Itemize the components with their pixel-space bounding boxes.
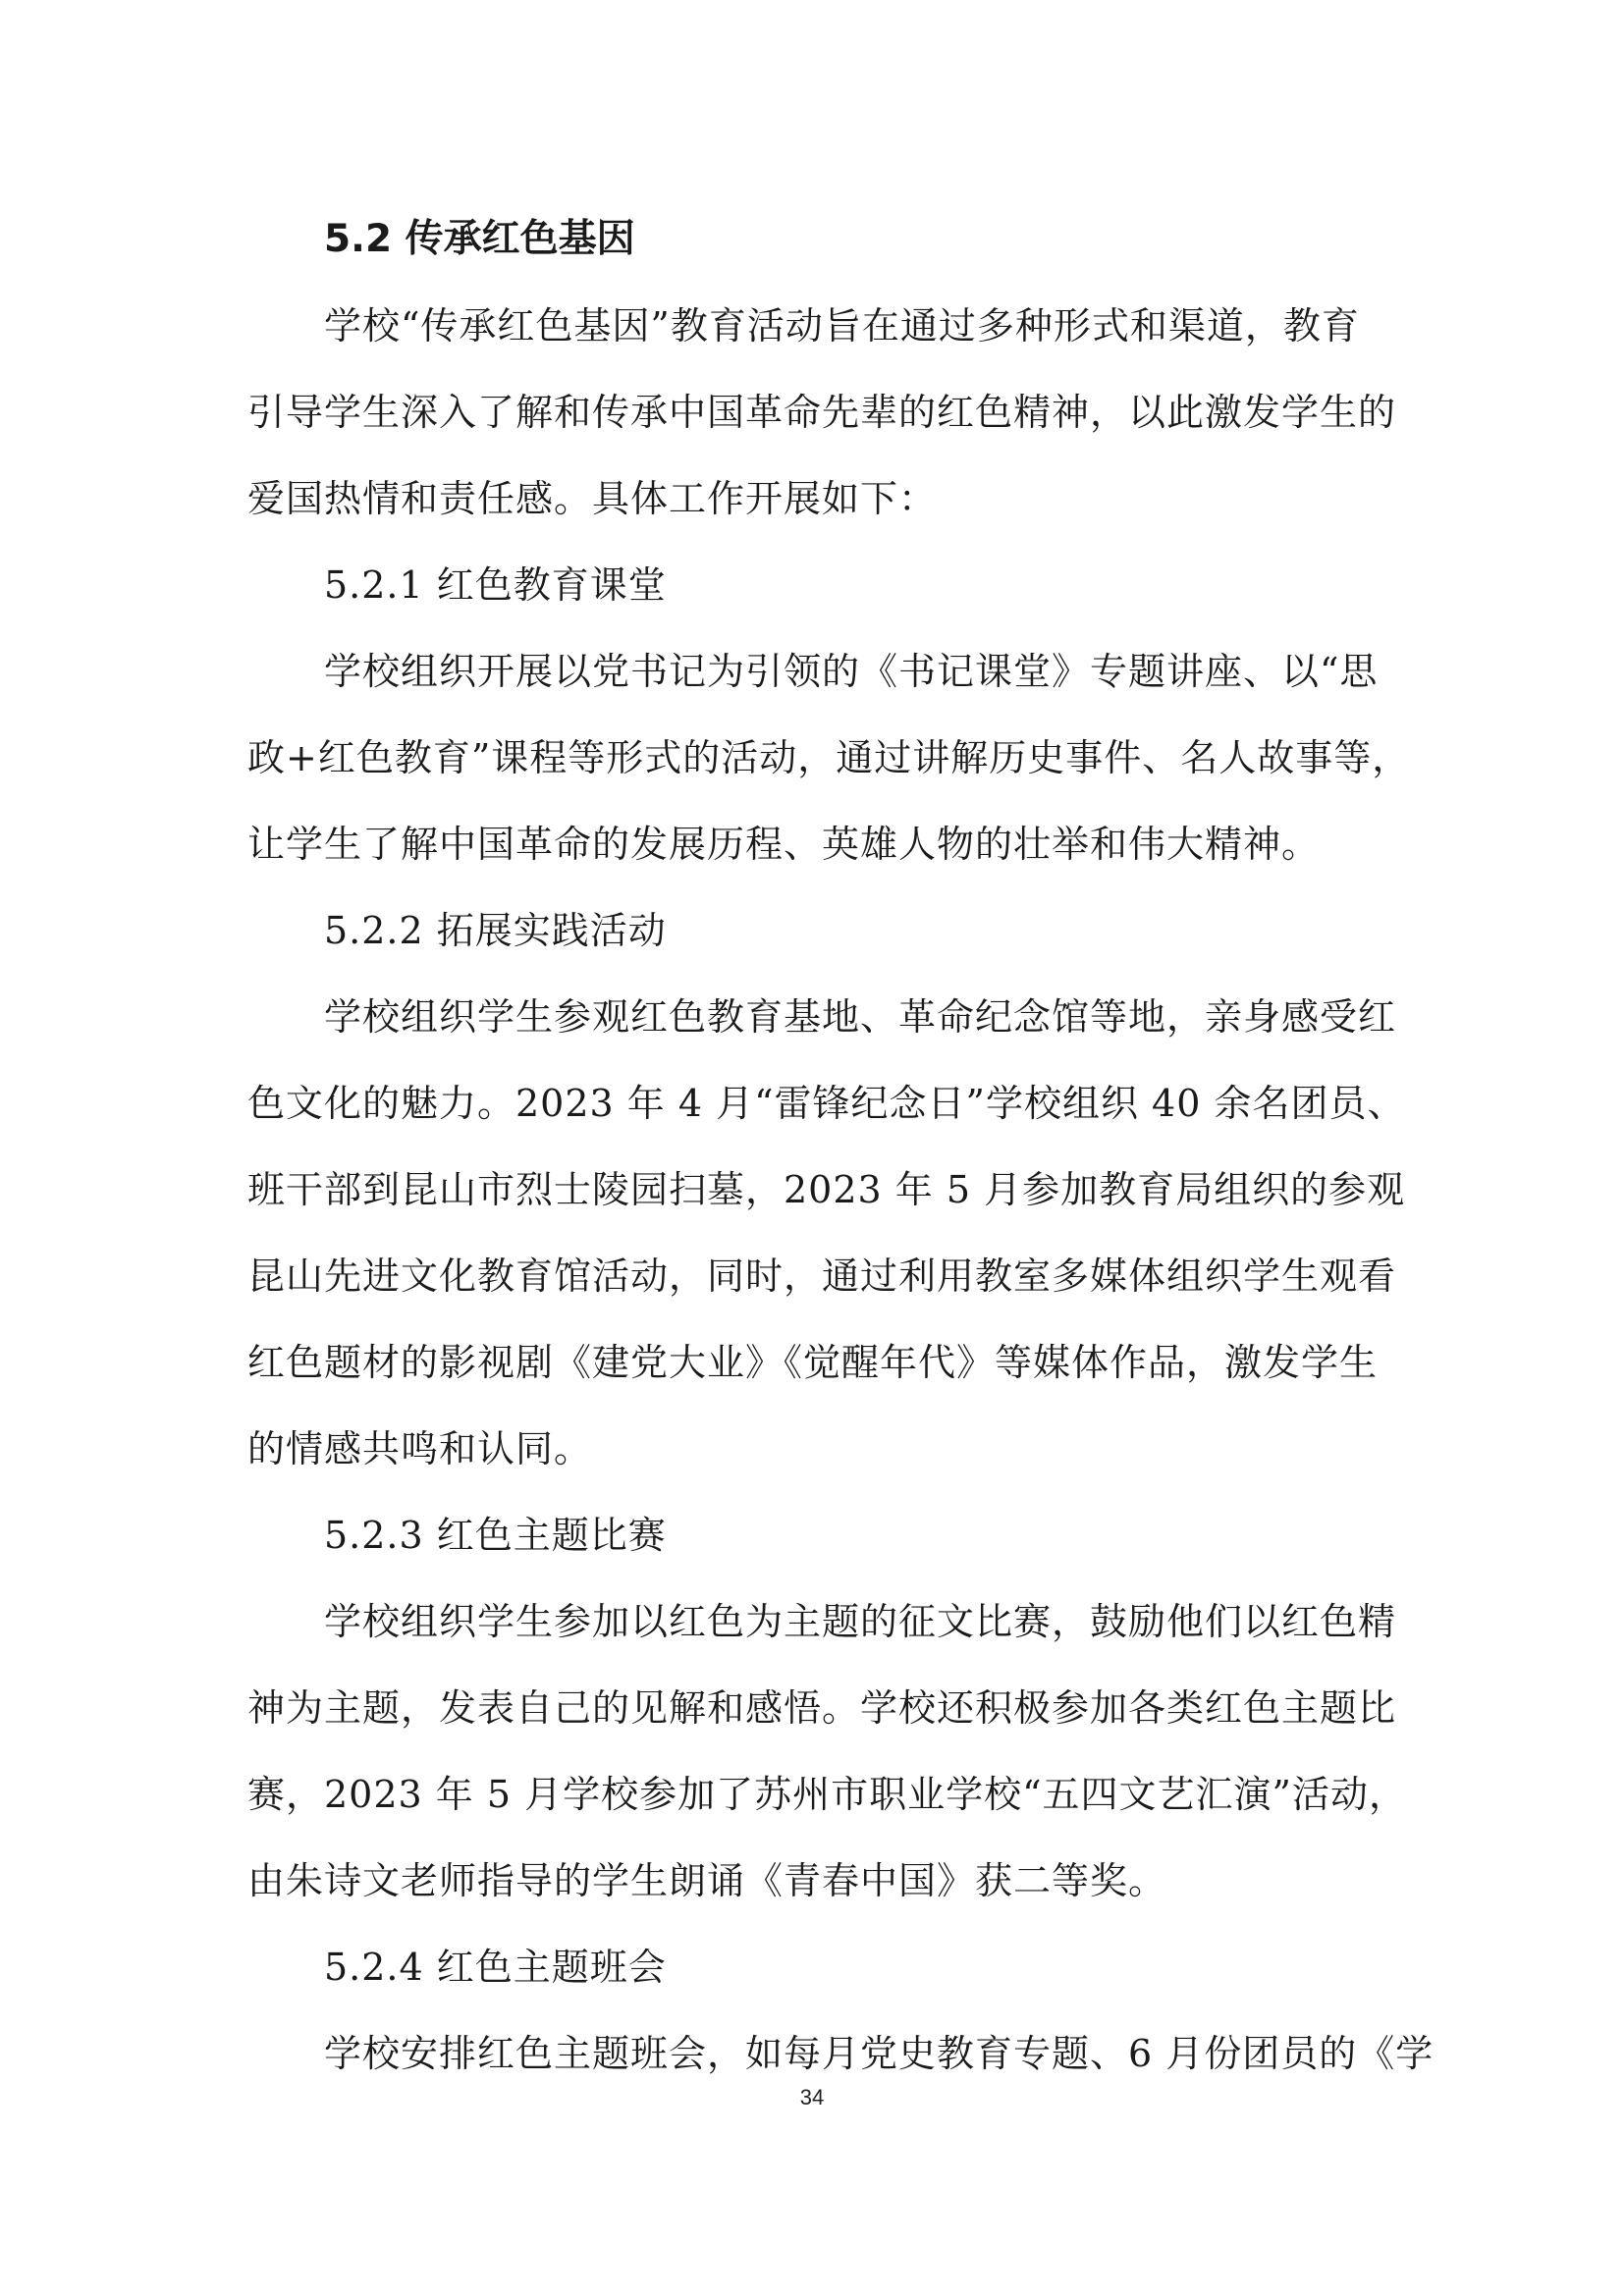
paragraph-line: 昆山先进文化教育馆活动，同时，通过利用教室多媒体组织学生观看: [247, 1255, 1397, 1298]
paragraph-line: 学校安排红色主题班会，如每月党史教育专题、6 月份团员的《学: [324, 2032, 1435, 2075]
paragraph-line: 神为主题，发表自己的见解和感悟。学校还积极参加各类红色主题比: [247, 1686, 1397, 1730]
paragraph-line: 红色题材的影视剧《建党大业》《觉醒年代》等媒体作品，激发学生: [247, 1341, 1379, 1384]
paragraph-line: 色文化的魅力。2023 年 4 月“雷锋纪念日”学校组织 40 余名团员、: [247, 1082, 1406, 1125]
subsection-heading: 5.2.2 拓展实践活动: [324, 909, 667, 952]
page-number: 34: [799, 2085, 825, 2109]
section-heading: 5.2 传承红色基因: [324, 217, 635, 261]
paragraph-line: 由朱诗文老师指导的学生朗诵《青春中国》获二等奖。: [247, 1859, 1167, 1902]
paragraph-line: 学校“传承红色基因”教育活动旨在通过多种形式和渠道，教育: [324, 304, 1360, 347]
paragraph-line: 引导学生深入了解和传承中国革命先辈的红色精神，以此激发学生的: [247, 391, 1397, 434]
paragraph-line: 学校组织学生参观红色教育基地、革命纪念馆等地，亲身感受红: [324, 995, 1397, 1039]
subsection-heading: 5.2.3 红色主题比赛: [324, 1514, 667, 1557]
paragraph-line: 学校组织学生参加以红色为主题的征文比赛，鼓励他们以红色精: [324, 1600, 1397, 1643]
paragraph-line: 的情感共鸣和认同。: [247, 1427, 593, 1470]
paragraph-line: 学校组织开展以党书记为引领的《书记课堂》专题讲座、以“思: [324, 650, 1379, 693]
subsection-heading: 5.2.4 红色主题班会: [324, 1946, 667, 1989]
paragraph-line: 班干部到昆山市烈士陵园扫墓，2023 年 5 月参加教育局组织的参观: [247, 1168, 1406, 1211]
subsection-heading: 5.2.1 红色教育课堂: [324, 563, 667, 607]
paragraph-line: 赛，2023 年 5 月学校参加了苏州市职业学校“五四文艺汇演”活动，: [247, 1773, 1407, 1816]
paragraph-line: 政+红色教育”课程等形式的活动，通过讲解历史事件、名人故事等，: [247, 736, 1411, 779]
paragraph-line: 让学生了解中国革命的发展历程、英雄人物的壮举和伟大精神。: [247, 823, 1321, 866]
paragraph-line: 爱国热情和责任感。具体工作开展如下：: [247, 477, 938, 520]
